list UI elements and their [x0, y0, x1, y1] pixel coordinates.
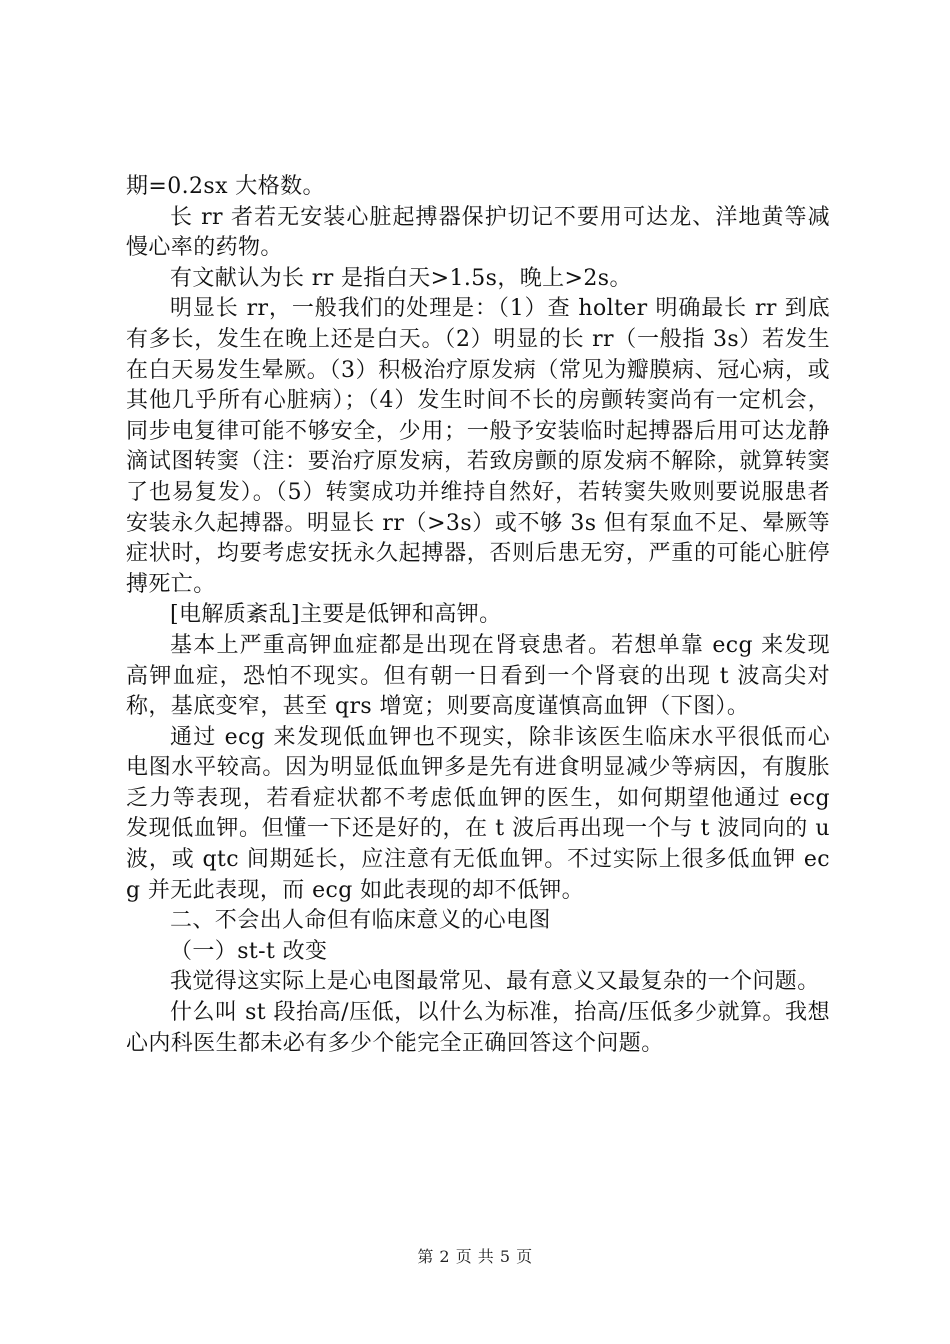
paragraph: 有文献认为长 rr 是指白天>1.5s，晚上>2s。	[170, 265, 632, 291]
paragraph: 期=0.2sx 大格数。	[126, 174, 325, 199]
section-heading: 二、不会出人命但有临床意义的心电图	[170, 908, 551, 934]
subsection-heading: （一）st-t 改变	[170, 938, 328, 964]
paragraph: 长 rr 者若无安装心脏起搏器保护切记不要用可达龙、洋地黄等减慢心率的药物。	[126, 204, 830, 261]
paragraph: 通过 ecg 来发现低血钾也不现实，除非该医生临床水平很低而心电图水平较高。因为明显低血钾多是先有进食明显减少等病因，有腹胀乏力等表现，若看症状都不考虑低血钾的医生，如何期望他通过 ecg 发现低血钾。但懂一下还是好的，在 t 波后再出现一个与 t 波同向的 u 波，或 qtc 间期延长，应注意有无低血钾。不过实际上很多低血钾 ecg 并无此表现，而 ecg 如此表现的却不低钾。	[126, 724, 830, 903]
paragraph: 我觉得这实际上是心电图最常见、最有意义又最复杂的一个问题。	[170, 969, 820, 995]
page-number: 第 2 页 共 5 页	[417, 1247, 533, 1266]
paragraph: 明显长 rr，一般我们的处理是：（1）查 holter 明确最长 rr 到底有多长，发生在晚上还是白天。（2）明显的长 rr（一般指 3s）若发生在白天易发生晕厥。（3）积极治疗原发病（常见为瓣膜病、冠心病，或其他几乎所有心脏病）；（4）发生时间不长的房颤转窦尚有一定机会，同步电复律可能不够安全，少用；一般予安装临时起搏器后用可达龙静滴试图转窦（注：要治疗原发病，若致房颤的原发病不解除，就算转窦了也易复发）。（5）转窦成功并维持自然好，若转窦失败则要说服患者安装永久起搏器。明显长 rr（>3s）或不够 3s 但有泵血不足、晕厥等症状时，均要考虑安抚永久起搏器，否则后患无穷，严重的可能心脏停搏死亡。	[126, 296, 830, 597]
document-body	[126, 172, 830, 1059]
paragraph: 什么叫 st 段抬高/压低，以什么为标准，抬高/压低多少就算。我想心内科医生都未必有多少个能完全正确回答这个问题。	[126, 1000, 830, 1056]
page-footer	[0, 1244, 950, 1267]
paragraph: [电解质紊乱]主要是低钾和高钾。	[170, 602, 502, 628]
paragraph: 基本上严重高钾血症都是出现在肾衰患者。若想单靠 ecg 来发现高钾血症，恐怕不现实。但有朝一日看到一个肾衰的出现 t 波高尖对称，基底变窄，甚至 qrs 增宽；则要高度谨慎高血钾（下图）。	[126, 632, 830, 720]
